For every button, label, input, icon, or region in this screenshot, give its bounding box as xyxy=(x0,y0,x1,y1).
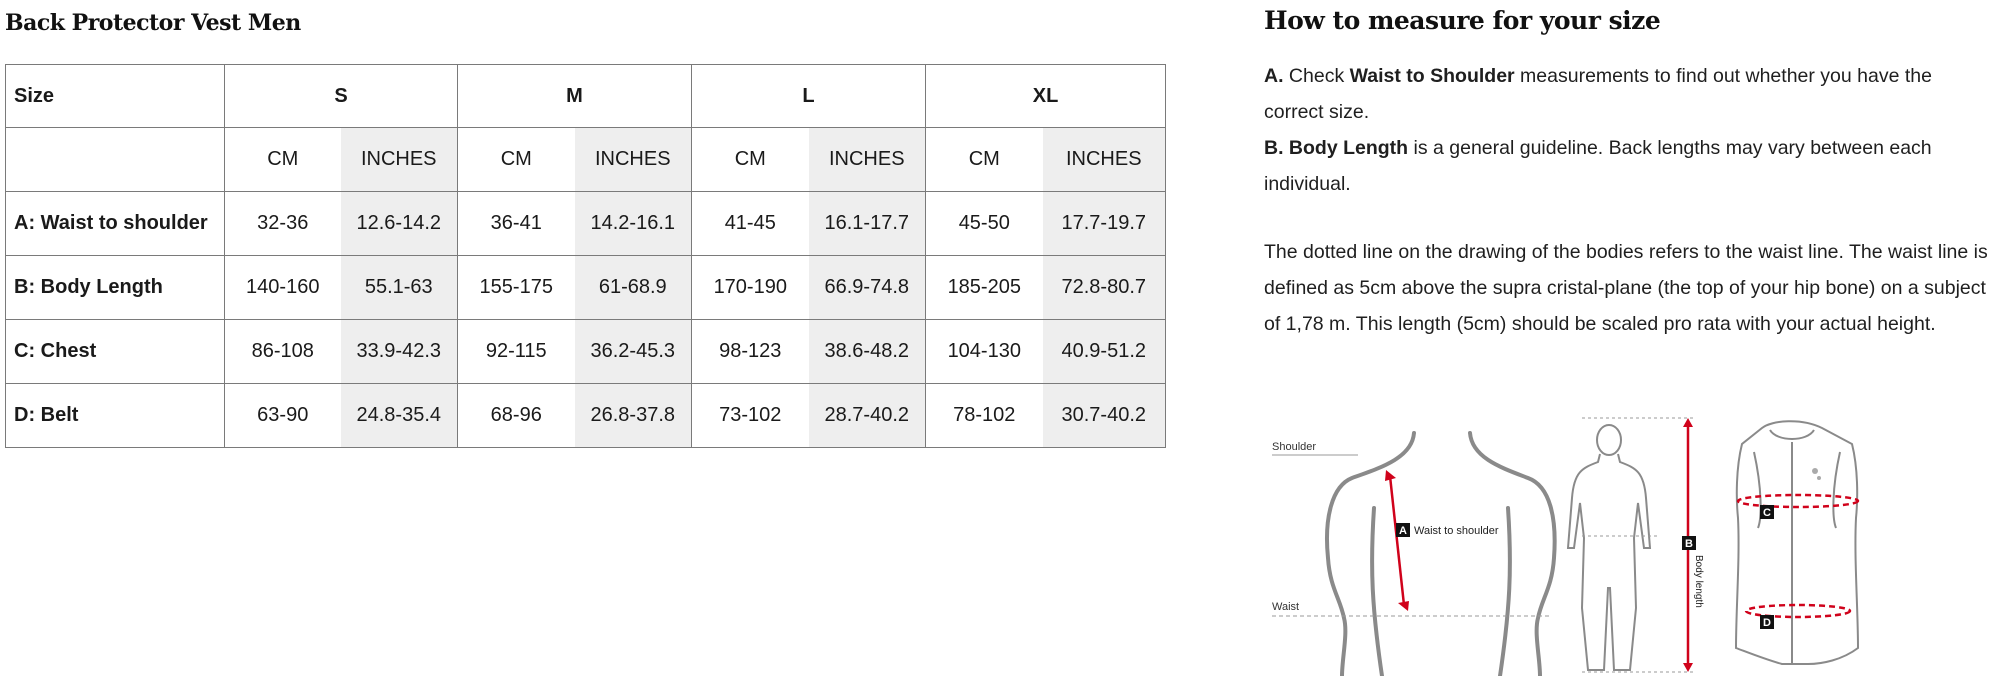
guide-title: How to measure for your size xyxy=(1264,6,1661,35)
guide-paragraph-b xyxy=(1264,130,1989,202)
table-cell: 36-41 xyxy=(458,192,575,256)
table-cell: 32-36 xyxy=(225,192,341,256)
table-cell: 33.9-42.3 xyxy=(341,320,458,384)
table-cell: 61-68.9 xyxy=(575,256,692,320)
table-cell: 63-90 xyxy=(225,384,341,448)
size-column-header: Size xyxy=(6,65,225,128)
row-label: A: Waist to shoulder xyxy=(6,192,225,256)
waist-to-shoulder-arrow xyxy=(1385,470,1409,611)
guide-text: is a general guideline. Back lengths may vary between each individual. xyxy=(1264,137,1932,195)
table-cell: 12.6-14.2 xyxy=(341,192,458,256)
size-header-row xyxy=(6,65,1166,128)
size-header-xl: XL xyxy=(926,65,1166,128)
guide-prefix-b: B. xyxy=(1264,137,1284,159)
unit-cm: CM xyxy=(225,128,341,192)
guide-paragraph-waist: The dotted line on the drawing of the bodies refers to the waist line. The waist line is defined as 5cm above the supra cristal-plane (the top of your hip bone) on a subject of 1,78 m. This length (5cm) should be scaled pro rata with your actual height. xyxy=(1264,241,1988,335)
full-body-figure xyxy=(1568,425,1650,670)
table-cell: 30.7-40.2 xyxy=(1043,384,1166,448)
guide-text: measurements to find out whether you have the correct size. xyxy=(1264,65,1932,123)
unit-cm: CM xyxy=(692,128,809,192)
table-cell: 38.6-48.2 xyxy=(809,320,926,384)
unit-cm: CM xyxy=(926,128,1043,192)
table-cell: 24.8-35.4 xyxy=(341,384,458,448)
waist-to-shoulder-label: Waist to shoulder xyxy=(1414,525,1499,537)
unit-header-empty xyxy=(6,128,225,192)
table-cell: 78-102 xyxy=(926,384,1043,448)
table-cell: 73-102 xyxy=(692,384,809,448)
table-cell: 40.9-51.2 xyxy=(1043,320,1166,384)
table-cell: 14.2-16.1 xyxy=(575,192,692,256)
size-chart-title: Back Protector Vest Men xyxy=(5,10,301,36)
table-cell: 72.8-80.7 xyxy=(1043,256,1166,320)
unit-inches: INCHES xyxy=(1043,128,1166,192)
table-cell: 45-50 xyxy=(926,192,1043,256)
table-cell: 68-96 xyxy=(458,384,575,448)
guide-bold-term: Body Length xyxy=(1288,137,1409,159)
table-row-body-length xyxy=(6,256,1166,320)
unit-inches: INCHES xyxy=(341,128,458,192)
table-cell: 98-123 xyxy=(692,320,809,384)
table-cell: 16.1-17.7 xyxy=(809,192,926,256)
table-cell: 66.9-74.8 xyxy=(809,256,926,320)
table-row-waist-to-shoulder xyxy=(6,192,1166,256)
table-cell: 26.8-37.8 xyxy=(575,384,692,448)
table-cell: 36.2-45.3 xyxy=(575,320,692,384)
unit-header-row xyxy=(6,128,1166,192)
table-cell: 185-205 xyxy=(926,256,1043,320)
table-cell: 170-190 xyxy=(692,256,809,320)
body-length-label: Body length xyxy=(1693,555,1704,608)
unit-inches: INCHES xyxy=(809,128,926,192)
row-label: D: Belt xyxy=(6,384,225,448)
table-row-chest xyxy=(6,320,1166,384)
shoulder-label: Shoulder xyxy=(1272,441,1317,453)
guide-paragraph-a xyxy=(1264,58,1989,130)
marker-c: C xyxy=(1763,507,1771,519)
table-row-belt xyxy=(6,384,1166,448)
table-cell: 28.7-40.2 xyxy=(809,384,926,448)
table-cell: 41-45 xyxy=(692,192,809,256)
unit-cm: CM xyxy=(458,128,575,192)
table-cell: 86-108 xyxy=(225,320,341,384)
marker-b: B xyxy=(1685,538,1693,550)
table-cell: 140-160 xyxy=(225,256,341,320)
torso-figure xyxy=(1327,433,1555,676)
row-label: C: Chest xyxy=(6,320,225,384)
measurement-illustration xyxy=(1262,408,1882,676)
marker-a: A xyxy=(1399,525,1407,537)
size-chart-table xyxy=(5,64,1166,448)
size-header-l: L xyxy=(692,65,926,128)
guide-text: Check xyxy=(1283,65,1350,87)
table-cell: 92-115 xyxy=(458,320,575,384)
guide-prefix-a: A. xyxy=(1264,65,1284,87)
chest-measure-line xyxy=(1738,495,1858,507)
marker-d: D xyxy=(1763,617,1771,629)
size-header-s: S xyxy=(225,65,458,128)
waist-label: Waist xyxy=(1272,601,1300,613)
table-cell: 104-130 xyxy=(926,320,1043,384)
row-label: B: Body Length xyxy=(6,256,225,320)
vest-figure xyxy=(1736,421,1858,664)
table-cell: 55.1-63 xyxy=(341,256,458,320)
table-cell: 17.7-19.7 xyxy=(1043,192,1166,256)
vest-logo-icon xyxy=(1812,468,1821,480)
size-header-m: M xyxy=(458,65,692,128)
guide-bold-term: Waist to Shoulder xyxy=(1349,65,1515,87)
table-cell: 155-175 xyxy=(458,256,575,320)
unit-inches: INCHES xyxy=(575,128,692,192)
